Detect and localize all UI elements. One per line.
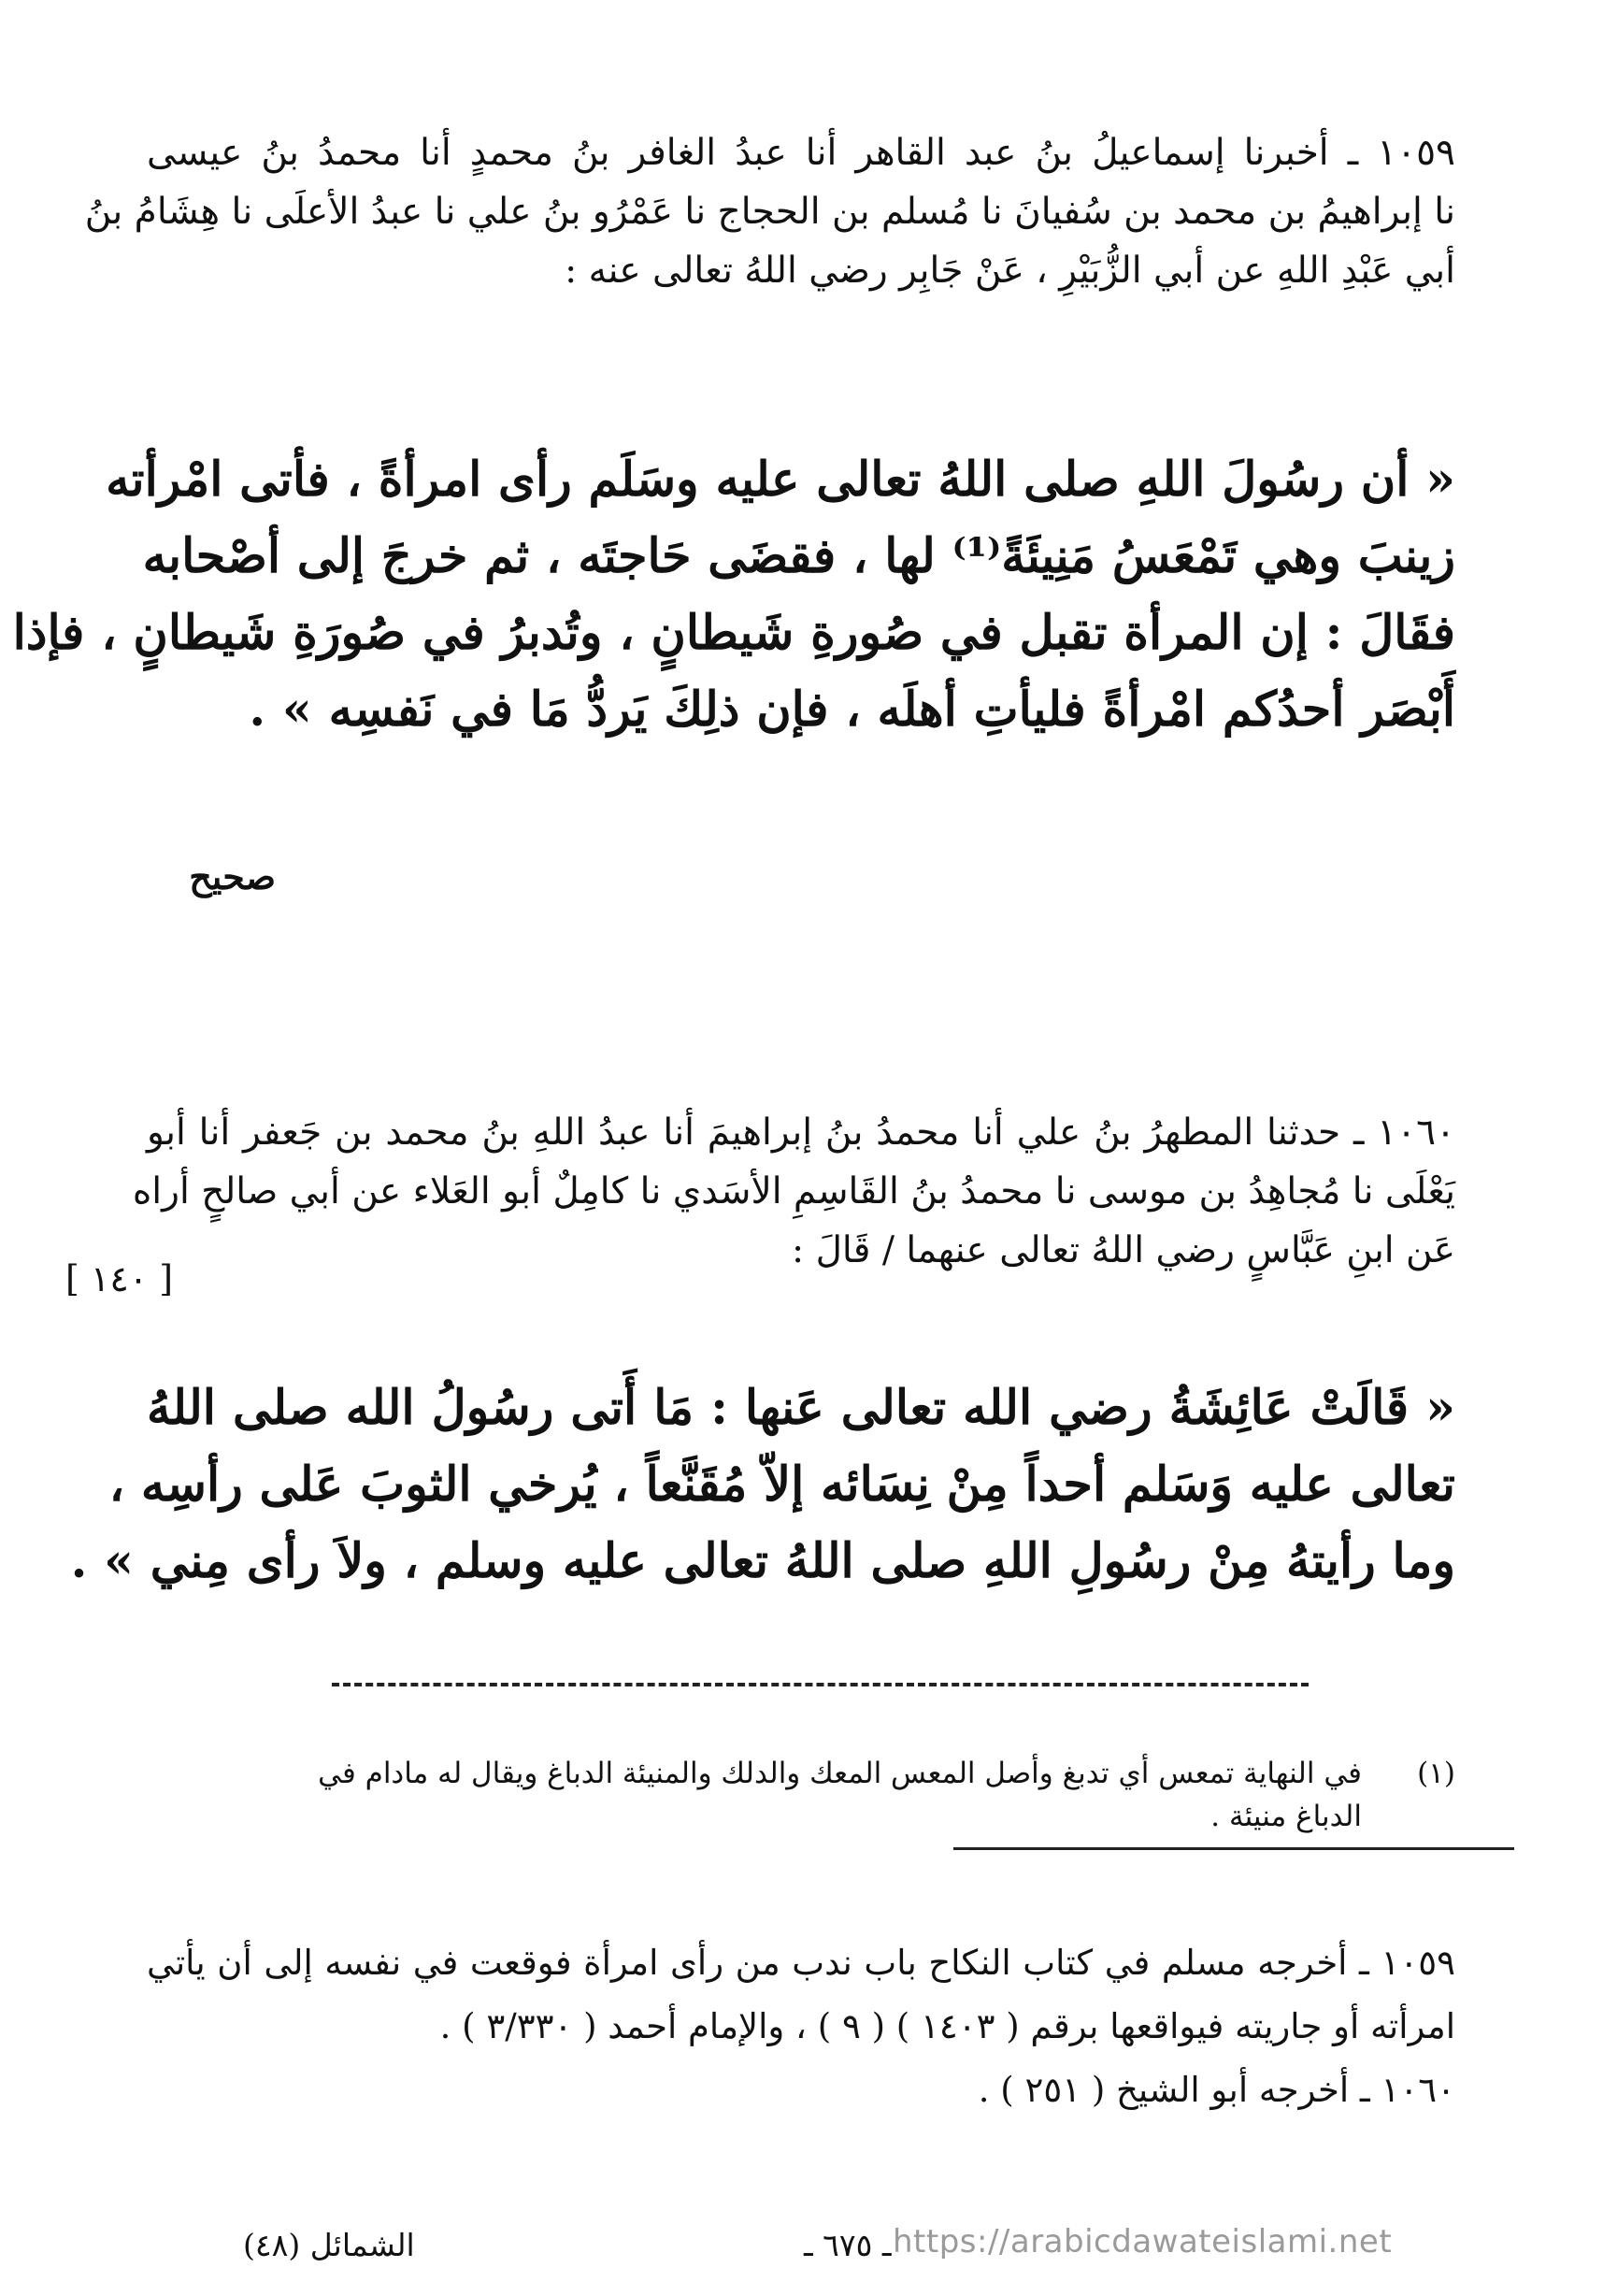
hadith-1059-matn xyxy=(12,441,1455,748)
isnad-line: أبي عَبْدِ اللهِ عن أبي الزُّبَيْرِ ، عَنْ جَابِر رضي اللهُ تعالى عنه : xyxy=(565,250,1455,292)
matn-line: « قَالَتْ عَائِشَةُ رضي الله تعالى عَنها : مَا أَتى رسُولُ الله صلى اللهُ xyxy=(147,1380,1455,1436)
reference-line: ١٠٥٩ ـ أخرجه مسلم في كتاب النكاح باب ندب من رأى امرأة فوقعت في نفسه إلى أن يأتي xyxy=(147,1943,1455,1983)
hadith-1060-isnad xyxy=(132,1103,1455,1280)
hadith-1060-matn xyxy=(70,1370,1455,1600)
isnad-line: ١٠٦٠ ـ حدثنا المطهرُ بنُ علي أنا محمدُ بنُ إبراهيمَ أنا عبدُ اللهِ بنُ محمد بن جَعفر أنا أبو xyxy=(147,1112,1455,1154)
isnad-line: ١٠٥٩ ـ أخبرنا إسماعيلُ بنُ عبد القاهر أنا عبدُ الغافر بنُ محمدٍ أنا محمدُ بنُ عيسى xyxy=(147,132,1455,174)
reference-line: امرأته أو جاريته فيواقعها برقم ( ١٤٠٣ ) ( ٩ ) ، والإمام أحمد ( ٣/٣٣٠ ) . xyxy=(439,2006,1455,2046)
matn-line: فقَالَ : إن المرأة تقبل في صُورةِ شَيطانٍ ، وتُدبرُ في صُورَةِ شَيطانٍ ، فإذا xyxy=(12,605,1455,661)
manuscript-page-marker: [ ١٤٠ ] xyxy=(65,1258,174,1299)
isnad-line: عَن ابنِ عَبَّاسٍ رضي اللهُ تعالى عنهما / قَالَ : xyxy=(792,1229,1455,1271)
reference-line: ١٠٦٠ ـ أخرجه أبو الشيخ ( ٢٥١ ) . xyxy=(978,2070,1455,2110)
hadith-grade: صحيح xyxy=(189,855,276,897)
matn-line: تعالى عليه وَسَلم أحداً مِنْ نِسَائه إلاّ مُقَنَّعاً ، يُرخي الثوبَ عَلى رأسِه ، xyxy=(108,1457,1455,1513)
isnad-line: يَعْلَى نا مُجاهِدُ بن موسى نا محمدُ بنُ القَاسِمِ الأسَدي نا كامِلٌ أبو العَلاء عن أبي صالحٍ أراه xyxy=(132,1170,1455,1213)
matn-line: زينبَ وهي تَمْعَسُ مَنِيئَةً⁽¹⁾ لها ، فقضَى حَاجتَه ، ثم خرجَ إلى أصْحابه xyxy=(142,528,1455,584)
book-part-label: الشمائل (٤٨) xyxy=(243,2227,415,2263)
matn-line: « أن رسُولَ اللهِ صلى اللهُ تعالى عليه وسَلَم رأى امرأةً ، فأتى امْرأته xyxy=(106,452,1455,508)
takhrij-references xyxy=(147,1931,1455,2122)
matn-line: أَبْصَر أحدُكم امْرأةً فليأتِ أهلَه ، فإن ذلِكَ يَردُّ مَا في نَفسِه » . xyxy=(249,682,1455,738)
footnote-number: (١) xyxy=(1417,1757,1455,1790)
page-number: ـ ٦٧٥ ـ xyxy=(804,2227,892,2263)
footnote-dashed-separator xyxy=(332,1683,1309,1686)
isnad-line: نا إبراهيمُ بن محمد بن سُفيانَ نا مُسلم بن الحجاج نا عَمْرُو بنُ علي نا عبدُ الأعلَى نا هِشَامُ بنُ xyxy=(84,191,1455,233)
watermark-url: https://arabicdawateislami.net xyxy=(893,2223,1393,2260)
footnote-text: في النهاية تمعس أي تدبغ وأصل المعس المعك والدلك والمنيئة الدباغ ويقال له مادام في الدباغ منيئة . xyxy=(318,1757,1362,1833)
hadith-1059-isnad xyxy=(84,123,1455,300)
matn-line: وما رأيتهُ مِنْ رسُولِ اللهِ صلى اللهُ تعالى عليه وسلم ، ولاَ رأى مِني » . xyxy=(70,1533,1455,1589)
references-rule xyxy=(953,1847,1514,1850)
